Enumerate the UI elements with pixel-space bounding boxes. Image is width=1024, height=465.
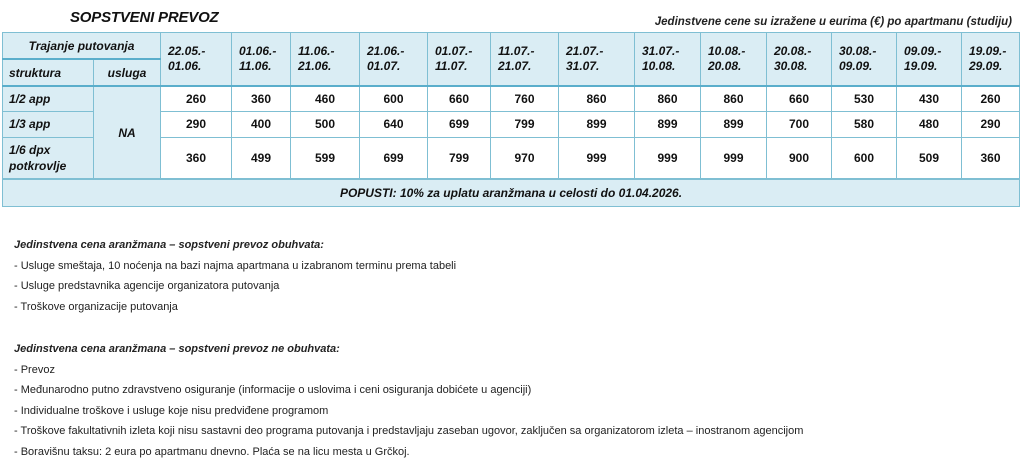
period-header: 01.06.- 11.06. (232, 33, 291, 87)
price-cell: 640 (360, 111, 428, 137)
price-cell: 290 (161, 111, 232, 137)
period-header: 11.07.- 21.07. (491, 33, 559, 87)
price-cell: 899 (701, 111, 767, 137)
price-cell: 260 (161, 86, 232, 111)
structure-cell: 1/2 app (3, 86, 94, 111)
price-cell: 900 (767, 137, 832, 179)
period-header: 21.07.- 31.07. (559, 33, 635, 87)
price-cell: 360 (232, 86, 291, 111)
price-cell: 599 (291, 137, 360, 179)
includes-section (14, 235, 456, 317)
price-cell: 260 (962, 86, 1020, 111)
list-item: - Usluge predstavnika agencije organizatora putovanja (14, 280, 280, 292)
price-cell: 970 (491, 137, 559, 179)
excludes-section (14, 339, 803, 462)
price-cell: 360 (161, 137, 232, 179)
period-header: 11.06.- 21.06. (291, 33, 360, 87)
list-item: - Individualne troškove i usluge koje nisu predviđene programom (14, 404, 329, 417)
period-header: 01.07.- 11.07. (428, 33, 491, 87)
price-cell: 860 (559, 86, 635, 111)
period-header: 22.05.- 01.06. (161, 33, 232, 87)
period-header: 09.09.- 19.09. (897, 33, 962, 87)
price-cell: 430 (897, 86, 962, 111)
price-table (2, 32, 1020, 207)
list-item: - Troškove fakultativnih izleta koji nisu sastavni deo programa putovanja i predstavljaju zaseban ugovor, zaključen sa organizatorom izleta – inostranom agencijom (14, 425, 804, 437)
list-item: - Međunarodno putno zdravstveno osiguranje (informacije o uslovima i ceni osiguranja dobićete u agenciji) (14, 384, 532, 396)
price-cell: 999 (701, 137, 767, 179)
structure-cell: 1/6 dpx potkrovlje (3, 137, 94, 179)
price-cell: 699 (428, 111, 491, 137)
service-header: usluga (94, 59, 161, 86)
price-cell: 660 (428, 86, 491, 111)
price-cell: 499 (232, 137, 291, 179)
period-header: 10.08.- 20.08. (701, 33, 767, 87)
period-header: 21.06.- 01.07. (360, 33, 428, 87)
price-cell: 999 (635, 137, 701, 179)
period-header: 30.08.- 09.09. (832, 33, 897, 87)
price-cell: 699 (360, 137, 428, 179)
price-cell: 600 (360, 86, 428, 111)
price-cell: 460 (291, 86, 360, 111)
price-cell: 509 (897, 137, 962, 179)
discount-note: POPUSTI: 10% za uplatu aranžmana u celosti do 01.04.2026. (3, 179, 1020, 207)
price-cell: 899 (559, 111, 635, 137)
price-cell: 899 (635, 111, 701, 137)
price-cell: 580 (832, 111, 897, 137)
list-item: - Boravišnu taksu: 2 eura po apartmanu dnevno. Plaća se na licu mesta u Grčkoj. (14, 445, 410, 458)
excludes-heading: Jedinstvena cena aranžmana – sopstveni prevoz ne obuhvata: (14, 343, 340, 355)
price-cell: 760 (491, 86, 559, 111)
list-item: - Troškove organizacije putovanja (14, 300, 178, 313)
price-currency-note: Jedinstvene cene su izražene u eurima (€) po apartmanu (studiju) (654, 16, 1012, 28)
structure-cell: 1/3 app (3, 111, 94, 137)
period-header: 20.08.- 30.08. (767, 33, 832, 87)
period-header: 31.07.- 10.08. (635, 33, 701, 87)
discount-row (3, 179, 1020, 207)
table-row (3, 86, 1020, 111)
price-cell: 530 (832, 86, 897, 111)
price-cell: 799 (491, 111, 559, 137)
price-cell: 860 (701, 86, 767, 111)
page-title: SOPSTVENI PREVOZ (70, 9, 219, 26)
list-item: - Usluge smeštaja, 10 noćenja na bazi najma apartmana u izabranom terminu prema tabeli (14, 259, 457, 272)
price-cell: 799 (428, 137, 491, 179)
includes-heading: Jedinstvena cena aranžmana – sopstveni prevoz obuhvata: (14, 239, 324, 251)
price-cell: 860 (635, 86, 701, 111)
price-cell: 360 (962, 137, 1020, 179)
price-cell: 290 (962, 111, 1020, 137)
price-cell: 500 (291, 111, 360, 137)
header-row-1 (3, 33, 1020, 60)
structure-header: struktura (3, 59, 94, 86)
list-item: - Prevoz (14, 363, 55, 376)
service-cell: NA (94, 86, 161, 179)
price-cell: 600 (832, 137, 897, 179)
duration-header: Trajanje putovanja (3, 33, 161, 60)
price-cell: 660 (767, 86, 832, 111)
price-cell: 480 (897, 111, 962, 137)
period-header: 19.09.- 29.09. (962, 33, 1020, 87)
price-cell: 700 (767, 111, 832, 137)
price-cell: 400 (232, 111, 291, 137)
price-cell: 999 (559, 137, 635, 179)
